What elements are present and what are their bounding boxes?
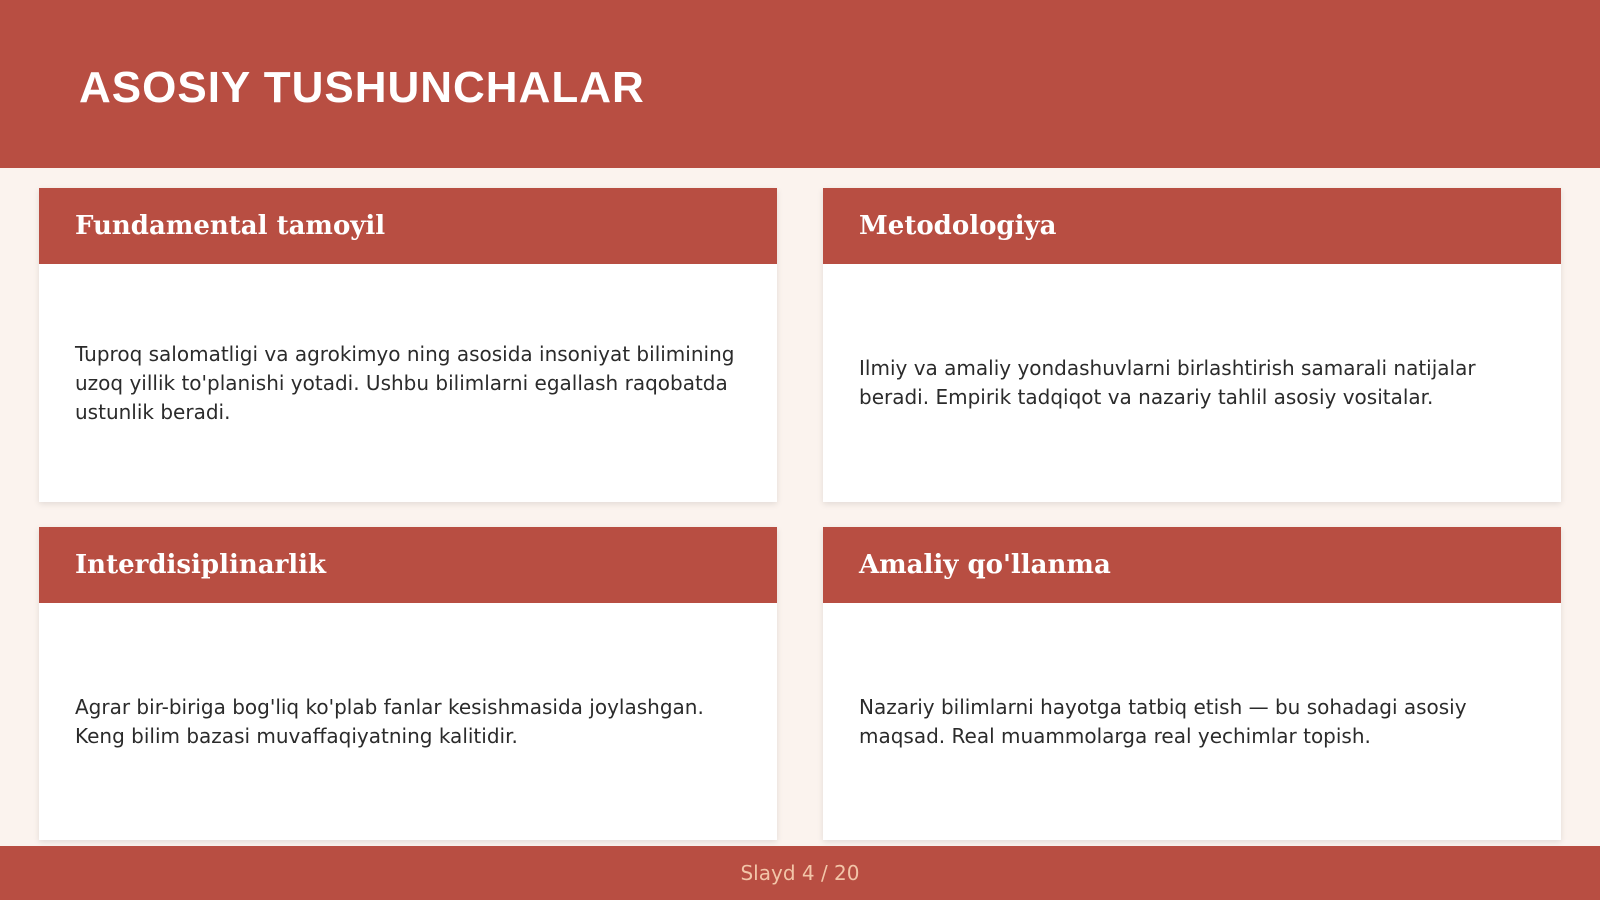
card-methodology (823, 188, 1561, 502)
card-fundamental-principle (39, 188, 777, 502)
card-header (823, 527, 1561, 603)
slide-number: Slayd 4 / 20 (740, 861, 860, 885)
card-text: Ilmiy va amaliy yondashuvlarni birlashtirish samarali natijalar beradi. Empirik tadqiqot va nazariy tahlil asosiy vositalar. (859, 356, 1476, 409)
card-title: Fundamental tamoyil (75, 211, 386, 241)
slide-header (0, 0, 1600, 168)
card-body (39, 603, 777, 840)
card-text: Nazariy bilimlarni hayotga tatbiq etish — bu sohadagi asosiy maqsad. Real muammolarga real yechimlar topish. (859, 694, 1467, 748)
card-header (39, 188, 777, 264)
card-header (39, 527, 777, 603)
card-header (823, 188, 1561, 264)
slide-title: ASOSIY TUSHUNCHALAR (79, 63, 645, 112)
card-title: Metodologiya (859, 211, 1057, 241)
card-title: Interdisiplinarlik (75, 550, 327, 580)
card-interdisciplinarity (39, 527, 777, 840)
card-body (823, 264, 1561, 502)
card-text: Tuproq salomatligi va agrokimyo ning asosida insoniyat bilimining uzoq yillik to'planishi yotadi. Ushbu bilimlarni egallash raqobatda ustunlik beradi. (75, 341, 735, 424)
slide-footer (0, 846, 1600, 900)
card-title: Amaliy qo'llanma (859, 550, 1111, 580)
card-practical-guide (823, 527, 1561, 840)
card-text: Agrar bir-biriga bog'liq ko'plab fanlar kesishmasida joylashgan. Keng bilim bazasi muvaffaqiyatning kalitidir. (75, 694, 704, 748)
card-body (823, 603, 1561, 840)
card-body (39, 264, 777, 502)
